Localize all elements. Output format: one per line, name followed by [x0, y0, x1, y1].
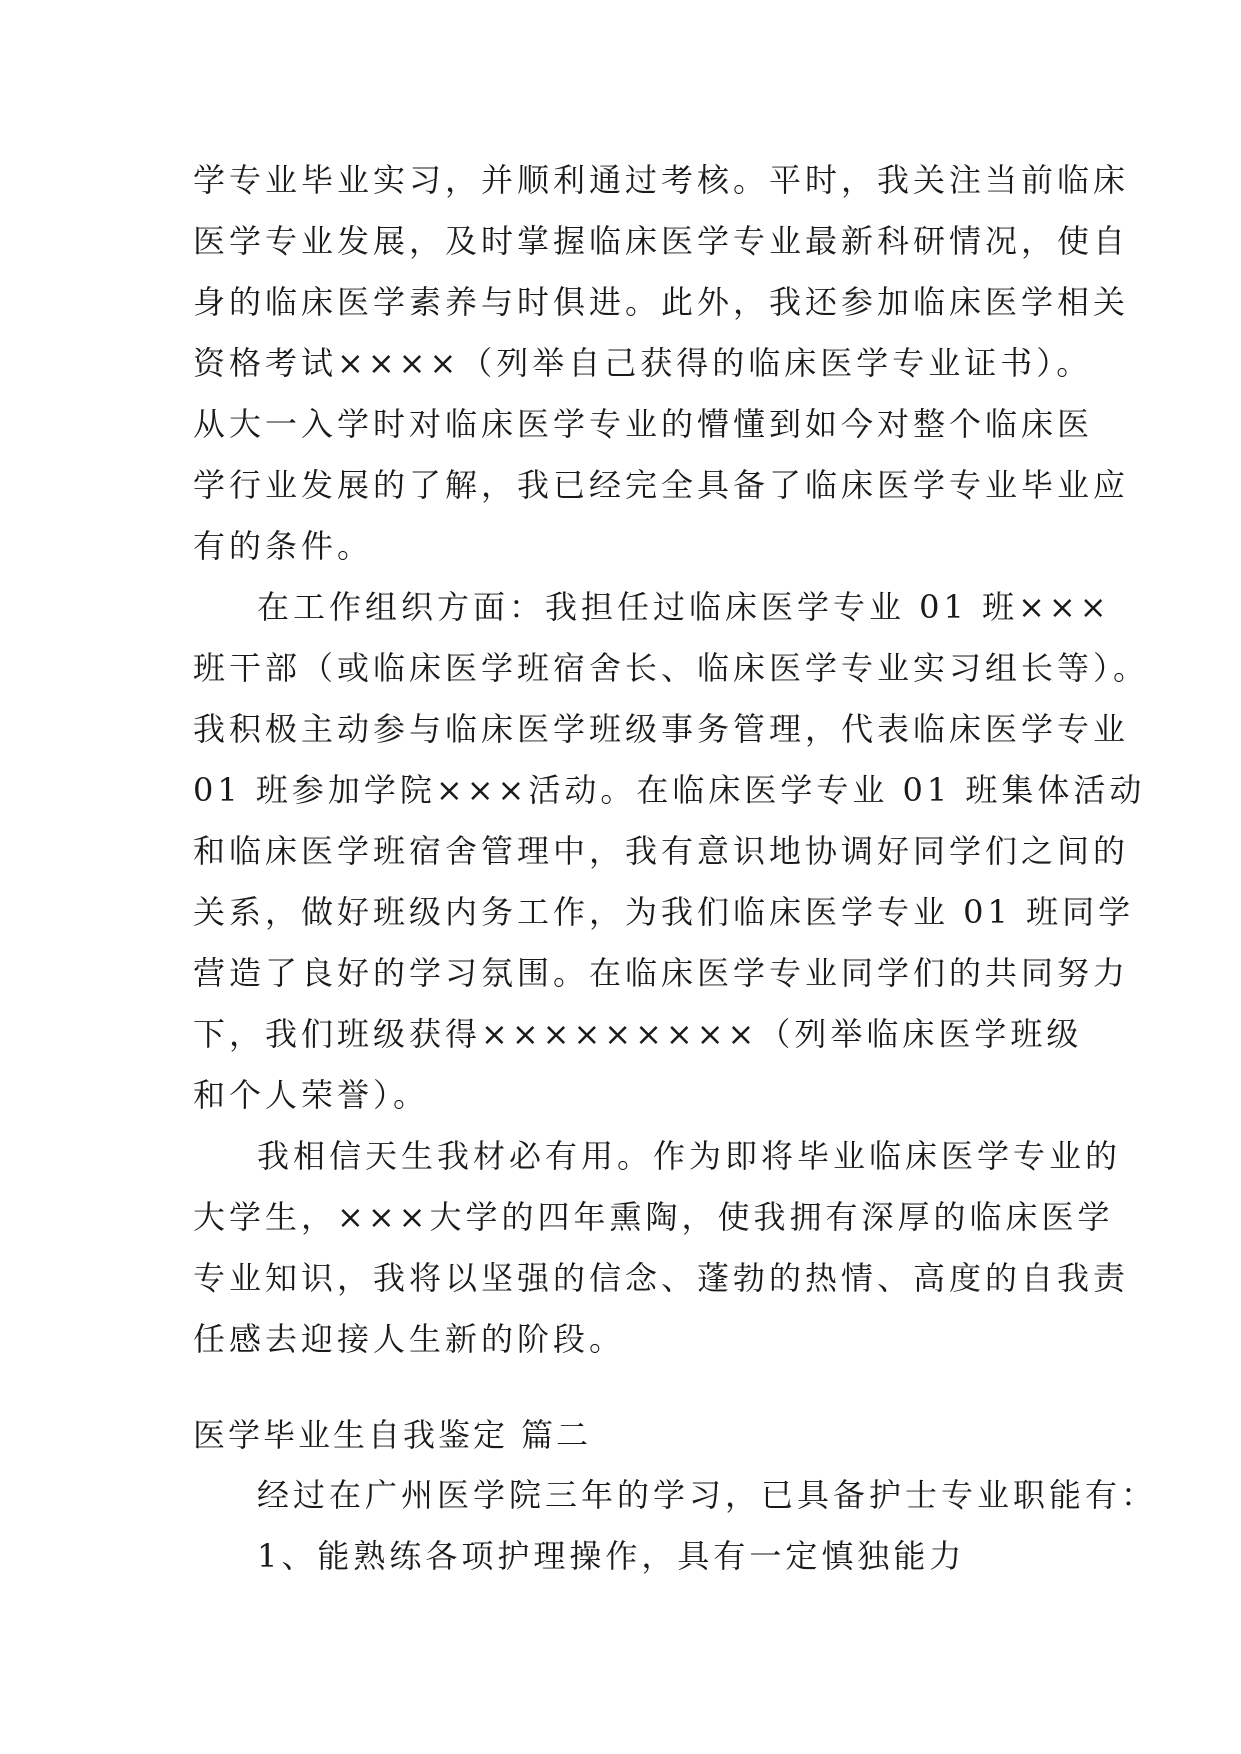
paragraph-line: 专业知识，我将以坚强的信念、蓬勃的热情、高度的自我责	[193, 1259, 1130, 1297]
paragraph-line: 学专业毕业实习，并顺利通过考核。平时，我关注当前临床	[193, 161, 1130, 199]
paragraph-line: 任感去迎接人生新的阶段。	[193, 1320, 626, 1358]
paragraph-line: 大学生，×××大学的四年熏陶，使我拥有深厚的临床医学	[193, 1198, 1114, 1236]
section-heading: 医学毕业生自我鉴定 篇二	[193, 1416, 592, 1454]
list-item: 1、能熟练各项护理操作，具有一定慎独能力	[257, 1537, 966, 1575]
paragraph-first-line: 我相信天生我材必有用。作为即将毕业临床医学专业的	[257, 1137, 1122, 1175]
paragraph-line: 班干部（或临床医学班宿舍长、临床医学专业实习组长等）。	[193, 649, 1150, 687]
paragraph-line: 有的条件。	[193, 527, 374, 565]
paragraph-line: 下，我们班级获得×××××××××（列举临床医学班级	[193, 1015, 1083, 1053]
paragraph-line: 和临床医学班宿舍管理中，我有意识地协调好同学们之间的	[193, 832, 1130, 870]
paragraph-first-line: 经过在广州医学院三年的学习，已具备护士专业职能有：	[257, 1476, 1158, 1514]
paragraph-first-line: 在工作组织方面：我担任过临床医学专业 01 班×××	[257, 588, 1111, 626]
paragraph-line: 身的临床医学素养与时俱进。此外，我还参加临床医学相关	[193, 283, 1130, 321]
paragraph-line: 学行业发展的了解，我已经完全具备了临床医学专业毕业应	[193, 466, 1130, 504]
paragraph-line: 资格考试××××（列举自己获得的临床医学专业证书）。	[193, 344, 1093, 382]
paragraph-line: 01 班参加学院×××活动。在临床医学专业 01 班集体活动	[193, 771, 1146, 809]
paragraph-line: 医学专业发展，及时掌握临床医学专业最新科研情况，使自	[193, 222, 1130, 260]
paragraph-line: 营造了良好的学习氛围。在临床医学专业同学们的共同努力	[193, 954, 1130, 992]
paragraph-line: 我积极主动参与临床医学班级事务管理，代表临床医学专业	[193, 710, 1130, 748]
paragraph-line: 从大一入学时对临床医学专业的懵懂到如今对整个临床医	[193, 405, 1094, 443]
paragraph-line: 关系，做好班级内务工作，为我们临床医学专业 01 班同学	[193, 893, 1135, 931]
paragraph-line: 和个人荣誉）。	[193, 1076, 430, 1114]
